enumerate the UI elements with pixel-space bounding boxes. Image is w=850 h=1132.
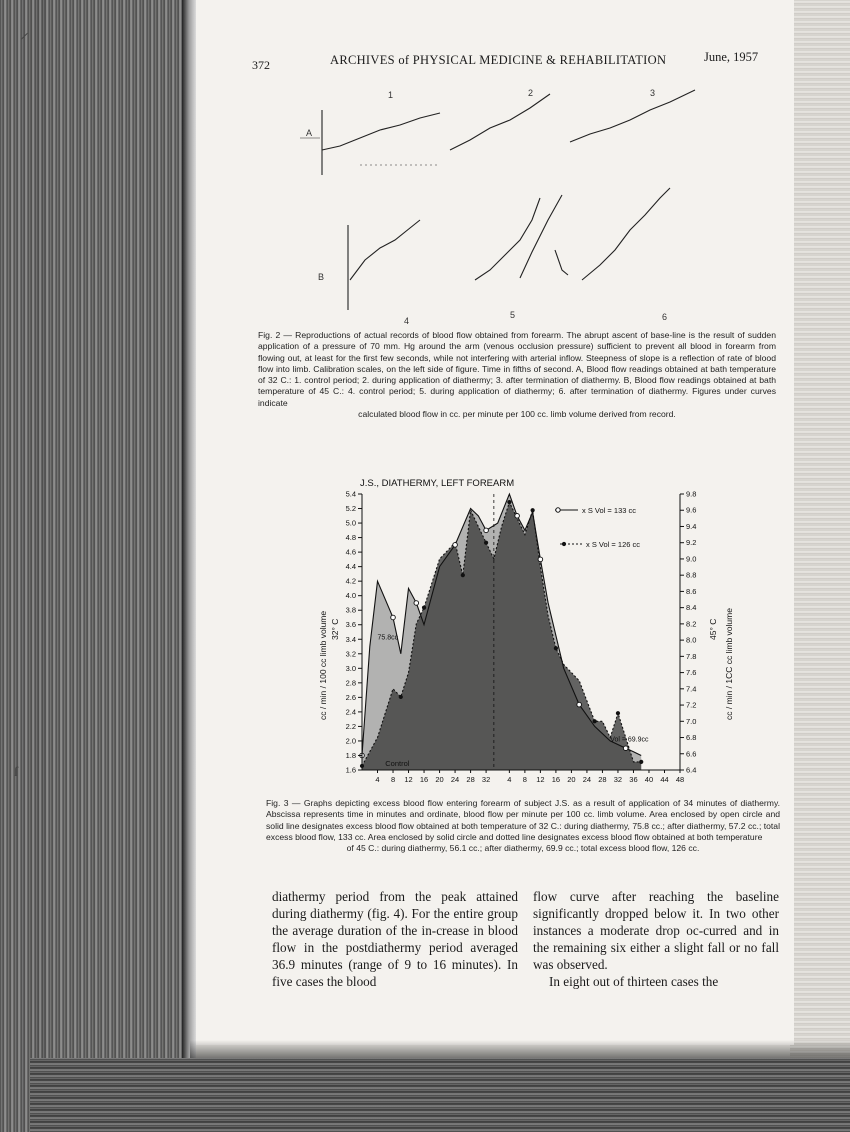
record-5-trace xyxy=(475,195,562,280)
y-left-tick-label: 3.2 xyxy=(345,649,356,659)
chart-title: J.S., DIATHERMY, LEFT FOREARM xyxy=(360,478,515,489)
point-series-32c xyxy=(484,528,489,533)
y-left-tick-label: 5.2 xyxy=(345,504,356,514)
record-3-trace xyxy=(570,90,695,142)
record-1-trace xyxy=(322,113,440,150)
x-tick-label: 48 xyxy=(675,775,685,784)
point-series-45c xyxy=(616,711,620,715)
x-tick-label: 20 xyxy=(567,775,576,784)
scan-bottom-band xyxy=(30,1058,850,1132)
y-right-tick-label: 8.0 xyxy=(686,635,697,645)
figure-3-caption-text: Fig. 3 — Graphs depicting excess blood flow entering forearm of subject J.S. as a result of application of 34 minutes of diathermy. Abscissa represents time in minutes and ordinate, blood flow per minute per 100 cc. limb volume. Area enclosed by open circle and solid line designates excess blood flow obtained at both temperature of 32 C.: during diathermy, 75.8 cc.; after diathermy, 57.2 cc.; total excess blood flow, 133 cc. Area enclosed by solid circle and dotted line designates excess blood flow obtained at both temperature xyxy=(266,798,780,842)
x-tick-label: 32 xyxy=(613,775,623,784)
point-series-32c xyxy=(391,615,396,620)
record-2-trace xyxy=(450,94,550,150)
y-left-tick-label: 3.4 xyxy=(345,634,356,644)
record-label-1: 1 xyxy=(388,90,394,100)
point-series-45c xyxy=(554,646,558,650)
y-right-tick-label: 7.0 xyxy=(686,716,697,726)
x-tick-label: 12 xyxy=(404,775,413,784)
x-tick-label: 28 xyxy=(598,775,607,784)
legend-marker-45c xyxy=(562,542,566,546)
area-label-45c: Vol = 69.9cc xyxy=(610,736,649,744)
figure-3-chart xyxy=(320,470,760,800)
record-label-4: 4 xyxy=(404,316,410,326)
point-series-45c xyxy=(461,573,465,577)
y-left-tick-label: 4.8 xyxy=(345,533,356,543)
point-series-32c xyxy=(577,702,582,707)
point-series-45c xyxy=(593,719,597,723)
x-tick-label: 44 xyxy=(660,775,669,784)
y-left-tick-label: 2.0 xyxy=(345,736,356,746)
y-left-tick-label: 4.4 xyxy=(345,562,356,572)
record-label-2: 2 xyxy=(528,88,534,98)
figure-2-records xyxy=(300,80,770,330)
figure-2-caption-text: Fig. 2 — Reproductions of actual records of blood flow obtained from forearm. The abrupt ascent of base-line is the result of sudden application of a pressure of 70 mm. Hg around the arm (venous occlusion pressure) sufficient to prevent all blood in forearm from flowing out, at least for the first few seconds, while not interfering with arterial inflow. Steepness of slope is a reflection of rate of blood flow into limb. Calibration scales, on the left side of figure. Time in fifths of second. A, Blood flow readings obtained at bath temperature of 32 C.: 1. control period; 2. during application of diathermy; 3. after termination of diathermy. B, Blood flow readings obtained at bath temperature of 45 C.: 4. control period; 5. during application of diathermy; 6. after termination of diathermy. Figures under curves indicate xyxy=(258,330,776,408)
x-tick-label: 4 xyxy=(375,775,380,784)
record-label-6: 6 xyxy=(662,312,668,322)
y-right-tick-label: 9.4 xyxy=(686,521,697,531)
y-left-tick-label: 3.8 xyxy=(345,605,356,615)
figure-2-tracings xyxy=(300,80,770,330)
y-axis-right-temp: 45° C xyxy=(708,618,718,640)
x-tick-label: 16 xyxy=(419,775,429,784)
y-right-tick-label: 9.2 xyxy=(686,538,697,548)
scan-speck: ⸝ xyxy=(20,22,29,42)
record-4-trace xyxy=(350,220,420,280)
point-series-45c xyxy=(639,760,643,764)
body-column-2 xyxy=(533,888,779,990)
control-label: Control xyxy=(385,759,410,768)
point-series-45c xyxy=(399,695,403,699)
point-series-32c xyxy=(453,543,458,548)
y-left-tick-label: 5.0 xyxy=(345,518,356,528)
body-paragraph: diathermy period from the peak attained during diathermy (fig. 4). For the entire group the average duration of the in-crease in blood flow in the postdiathermy period averaged 36.9 minutes (range of 9 to 16 minutes). In five cases the blood xyxy=(272,889,518,989)
x-tick-label: 40 xyxy=(644,775,654,784)
body-paragraph: flow curve after reaching the baseline significantly dropped below it. In two other instances a moderate drop oc-curred and in the remaining six either a slight fall or no fall was observed. xyxy=(533,889,779,972)
excess-blood-flow-chart xyxy=(320,470,760,800)
y-axis-left-label: cc / min / 100 cc limb volume xyxy=(318,610,328,720)
figure-3-caption xyxy=(266,798,780,854)
legend-label-45c: x S Vol = 126 cc xyxy=(586,540,640,549)
figure-3-caption-last-line: of 45 C.: during diathermy, 56.1 cc.; after diathermy, 69.9 cc.; total excess blood flow, 126 cc. xyxy=(346,843,700,854)
scan-page-edge xyxy=(790,0,850,1060)
page-number: 372 xyxy=(252,58,270,72)
x-tick-label: 20 xyxy=(435,775,444,784)
x-tick-label: 24 xyxy=(582,775,592,784)
y-left-tick-label: 3.6 xyxy=(345,620,356,630)
y-left-tick-label: 4.6 xyxy=(345,547,356,557)
y-right-tick-label: 9.0 xyxy=(686,554,697,564)
journal-title: ARCHIVES of PHYSICAL MEDICINE & REHABILITATION xyxy=(330,53,667,67)
x-tick-label: 24 xyxy=(450,775,460,784)
y-right-tick-label: 6.6 xyxy=(686,749,697,759)
scan-bottom-shadow xyxy=(190,1040,850,1060)
legend-label-32c: x S Vol = 133 cc xyxy=(582,506,636,515)
record-label-5: 5 xyxy=(510,310,516,320)
body-column-1 xyxy=(272,888,518,990)
y-right-tick-label: 8.6 xyxy=(686,586,697,596)
y-left-tick-label: 2.8 xyxy=(345,678,356,688)
point-series-32c xyxy=(623,746,628,751)
row-label-b: B xyxy=(318,272,325,282)
y-left-tick-label: 3.0 xyxy=(345,663,356,673)
issue-date: June, 1957 xyxy=(704,50,759,64)
y-right-tick-label: 7.6 xyxy=(686,668,697,678)
y-right-tick-label: 8.2 xyxy=(686,619,697,629)
figure-2-caption xyxy=(258,330,776,420)
y-left-tick-label: 2.6 xyxy=(345,692,356,702)
x-tick-label: 16 xyxy=(551,775,561,784)
point-series-45c xyxy=(422,606,426,610)
y-right-tick-label: 6.8 xyxy=(686,733,697,743)
y-left-tick-label: 1.8 xyxy=(345,750,356,760)
body-paragraph: In eight out of thirteen cases the xyxy=(549,974,719,989)
y-right-tick-label: 7.4 xyxy=(686,684,697,694)
x-tick-label: 12 xyxy=(536,775,545,784)
y-left-tick-label: 2.2 xyxy=(345,721,356,731)
scan-binding-shadow xyxy=(0,0,190,1132)
scan-binding-edge xyxy=(182,0,196,1132)
y-axis-right-label: cc / min / 1CC cc limb volume xyxy=(724,608,734,720)
y-left-tick-label: 4.0 xyxy=(345,591,356,601)
record-6-trace xyxy=(555,188,670,280)
y-right-tick-label: 7.2 xyxy=(686,700,697,710)
y-right-tick-label: 6.4 xyxy=(686,765,697,775)
x-tick-label: 4 xyxy=(507,775,512,784)
point-series-45c xyxy=(531,508,535,512)
y-left-tick-label: 5.4 xyxy=(345,489,356,499)
point-series-45c xyxy=(484,541,488,545)
scan-speck: ſ xyxy=(14,765,18,780)
x-tick-label: 8 xyxy=(390,775,396,784)
row-label-a: A xyxy=(306,128,313,138)
x-tick-label: 32 xyxy=(481,775,491,784)
legend-marker-32c xyxy=(556,508,560,512)
area-label-32c: 75.8cc xyxy=(377,634,399,642)
point-series-32c xyxy=(414,601,419,606)
point-series-32c xyxy=(515,513,520,518)
y-left-tick-label: 2.4 xyxy=(345,707,356,717)
x-tick-label: 36 xyxy=(629,775,638,784)
y-right-tick-label: 8.8 xyxy=(686,570,697,580)
point-series-32c xyxy=(538,557,543,562)
point-series-45c xyxy=(507,500,511,504)
y-left-tick-label: 4.2 xyxy=(345,576,356,586)
x-tick-label: 28 xyxy=(466,775,475,784)
x-tick-label: 8 xyxy=(522,775,527,784)
y-right-tick-label: 9.6 xyxy=(686,505,697,515)
y-right-tick-label: 7.8 xyxy=(686,651,697,661)
figure-2-caption-last-line: calculated blood flow in cc. per minute per 100 cc. limb volume derived from record. xyxy=(358,409,676,420)
y-left-tick-label: 1.6 xyxy=(345,765,356,775)
y-right-tick-label: 9.8 xyxy=(686,489,697,499)
y-axis-left-temp: 32° C xyxy=(330,618,340,640)
record-label-3: 3 xyxy=(650,88,656,98)
y-right-tick-label: 8.4 xyxy=(686,603,697,613)
